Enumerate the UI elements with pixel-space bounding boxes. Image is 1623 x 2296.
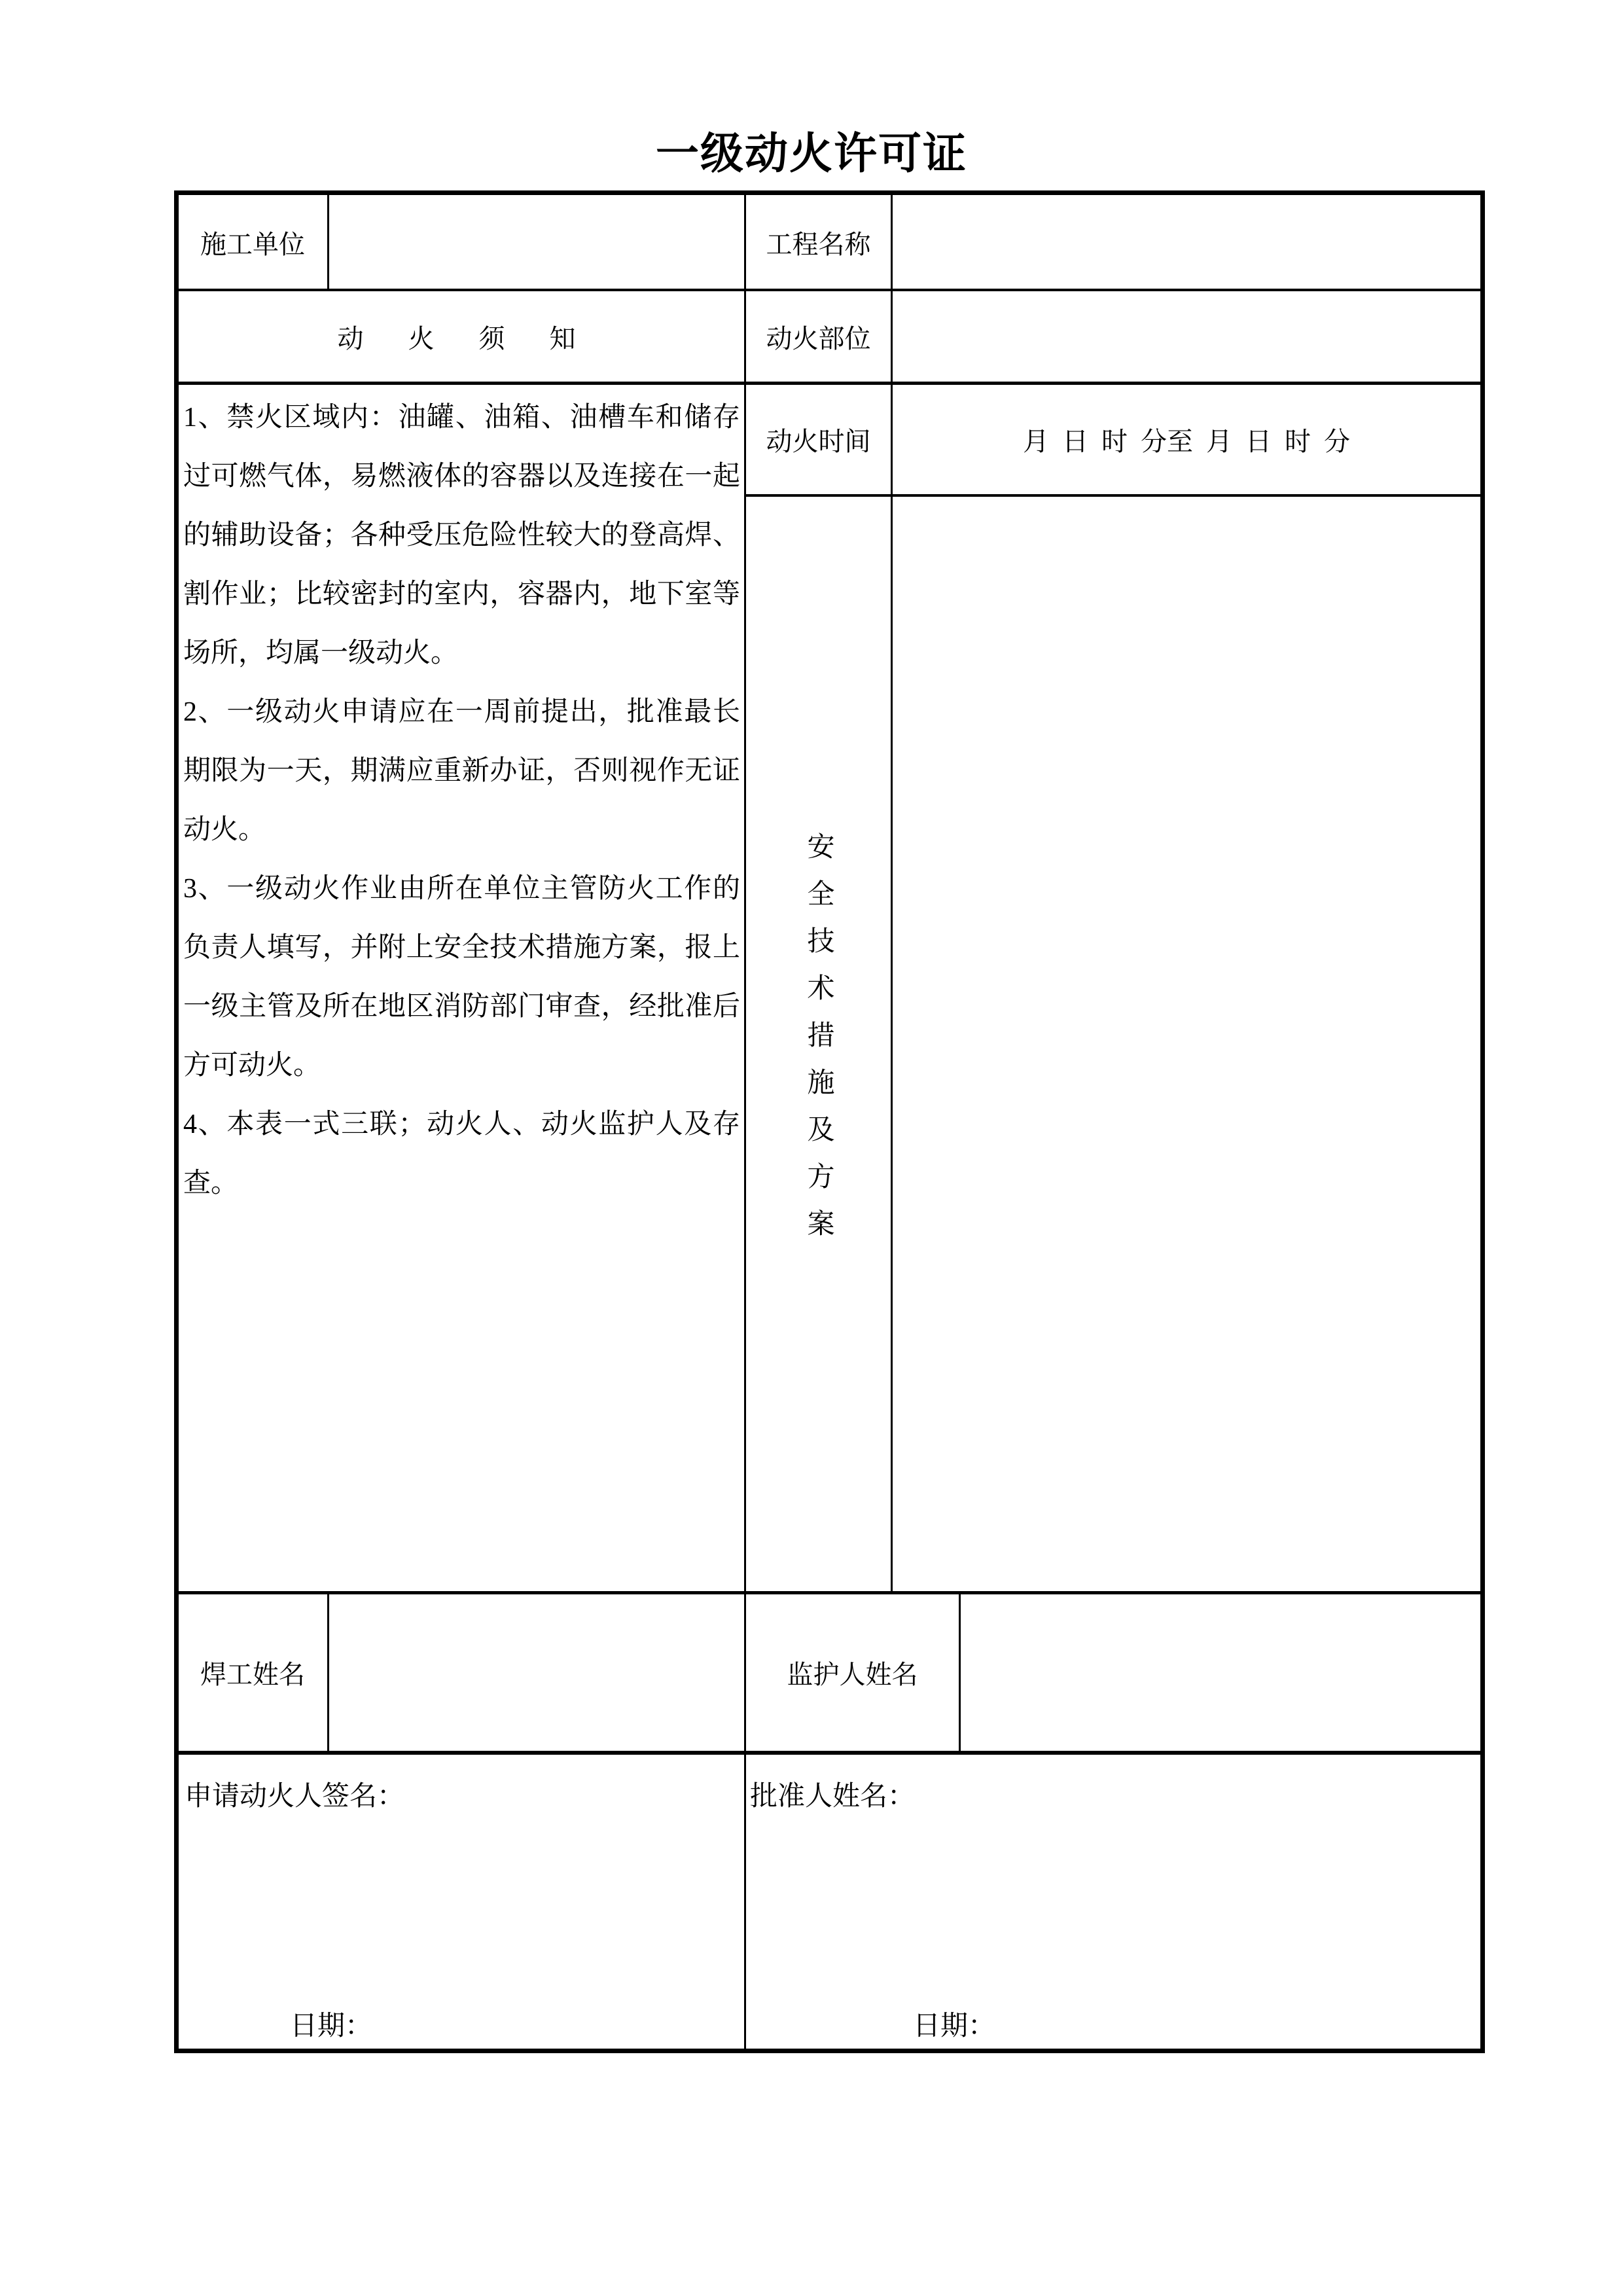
approver-date-label: 日期： bbox=[913, 2011, 996, 2041]
safety-measures-input[interactable] bbox=[893, 497, 1480, 1591]
approver-name-label: 批准人姓名： bbox=[750, 1782, 916, 1812]
safety-measures-label: 安全技术措施及方案 bbox=[803, 832, 834, 1256]
fire-time-value: 月 日 时 分至 月 日 时 分 bbox=[1023, 427, 1350, 456]
notice-item-4: 4、本表一式三联；动火人、动火监护人及存查。 bbox=[183, 1109, 740, 1198]
fire-time-label: 动火时间 bbox=[766, 427, 871, 456]
project-name-label: 工程名称 bbox=[766, 229, 871, 259]
fire-location-label-cell bbox=[746, 291, 891, 382]
construction-unit-label: 施工单位 bbox=[200, 229, 305, 259]
fire-notice-text bbox=[183, 388, 740, 1213]
notice-item-1: 1、禁火区域内：油罐、油箱、油槽车和储存过可燃气体，易燃液体的容器以及连接在一起的辅助设备；各种受压危险性较大的登高焊、割作业；比较密封的室内，容器内，地下室等场所，均属一级动火。 bbox=[183, 403, 740, 668]
safety-measures-label-cell bbox=[746, 497, 891, 1591]
project-name-input[interactable] bbox=[893, 194, 1480, 290]
supervisor-name-label-cell bbox=[746, 1594, 959, 1751]
notice-header-cell bbox=[178, 291, 744, 382]
notice-item-3: 3、一级动火作业由所在单位主管防火工作的负责人填写，并附上安全技术措施方案，报上一级主管及所在地区消防部门审查，经批准后方可动火。 bbox=[183, 874, 740, 1081]
fire-location-label: 动火部位 bbox=[766, 323, 871, 353]
fire-time-input[interactable] bbox=[893, 385, 1480, 494]
notice-header: 动 火 须 知 bbox=[337, 323, 585, 353]
notice-item-2: 2、一级动火申请应在一周前提出，批准最长期限为一天，期满应重新办证，否则视作无证动火。 bbox=[183, 697, 740, 845]
supervisor-name-input[interactable] bbox=[961, 1594, 1480, 1751]
welder-name-label-cell bbox=[178, 1594, 327, 1751]
applicant-sign-label: 申请动火人签名： bbox=[185, 1782, 405, 1812]
applicant-signature-area[interactable] bbox=[178, 1755, 744, 2049]
approver-signature-area[interactable] bbox=[746, 1755, 1480, 2049]
fire-time-label-cell bbox=[746, 385, 891, 494]
page-title: 一级动火许可证 bbox=[656, 130, 967, 178]
applicant-date-label: 日期： bbox=[290, 2011, 373, 2041]
welder-name-label: 焊工姓名 bbox=[200, 1660, 305, 1689]
construction-unit-label-cell bbox=[178, 194, 327, 290]
supervisor-name-label: 监护人姓名 bbox=[787, 1660, 918, 1689]
project-name-label-cell bbox=[746, 194, 891, 290]
welder-name-input[interactable] bbox=[329, 1594, 744, 1751]
construction-unit-input[interactable] bbox=[329, 194, 744, 290]
fire-location-input[interactable] bbox=[893, 291, 1480, 382]
